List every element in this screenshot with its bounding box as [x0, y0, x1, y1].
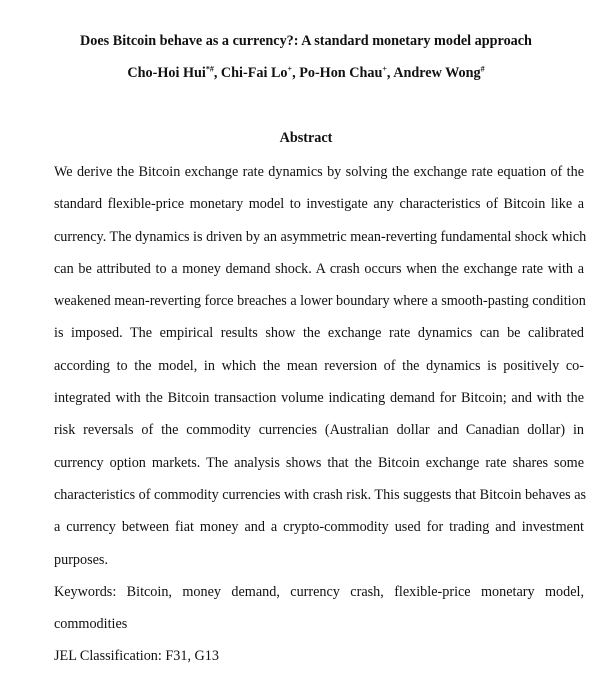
abstract-line: standard flexible-price monetary model to investigate any characteristics of Bitcoin like a — [54, 196, 584, 213]
abstract-line: currency. The dynamics is driven by an asymmetric mean-reverting fundamental shock which — [54, 228, 587, 245]
abstract-line: can be attributed to a money demand shock. A crash occurs when the exchange rate with a — [54, 260, 584, 277]
abstract-line: weakened mean-reverting force breaches a lower boundary where a smooth-pasting condition — [54, 293, 586, 310]
author-affiliation-marks: # — [480, 64, 485, 74]
author-affiliation-marks: + — [287, 64, 293, 74]
author-name: Chi-Fai Lo — [220, 65, 288, 81]
author-name: Po-Hon Chau — [299, 65, 383, 81]
abstract-line: We derive the Bitcoin exchange rate dynamics by solving the exchange rate equation of the — [54, 164, 584, 180]
author — [127, 65, 221, 81]
author — [299, 65, 393, 81]
abstract-line: currency option markets. The analysis shows that the Bitcoin exchange rate shares some — [54, 454, 584, 471]
jel-classification: JEL Classification: F31, G13 — [54, 648, 219, 665]
abstract-line: a currency between fiat money and a crypto-commodity used for trading and investment — [54, 519, 584, 536]
author — [393, 65, 484, 81]
abstract-line: characteristics of commodity currencies with crash risk. This suggests that Bitcoin behaves as — [54, 486, 587, 503]
abstract-line: is imposed. The empirical results show the exchange rate dynamics can be calibrated — [54, 325, 584, 342]
abstract-line: integrated with the Bitcoin transaction volume indicating demand for Bitcoin; and with the — [54, 390, 584, 407]
author-affiliation-marks: + — [382, 64, 387, 74]
paper-title: Does Bitcoin behave as a currency?: A standard monetary model approach — [80, 33, 532, 49]
abstract-heading: Abstract — [279, 130, 333, 146]
author-list — [0, 64, 612, 82]
author-separator: , — [386, 65, 394, 81]
author-name: Cho-Hoi Hui — [127, 65, 206, 81]
author-separator: , — [213, 65, 221, 81]
author-separator: , — [292, 65, 300, 81]
abstract-body — [54, 156, 587, 673]
author-affiliation-marks: *# — [205, 64, 214, 74]
author — [221, 65, 299, 81]
keywords-line: commodities — [54, 616, 128, 633]
abstract-line: according to the model, in which the mean reversion of the dynamics is positively co- — [54, 357, 584, 374]
abstract-line: purposes. — [54, 551, 108, 568]
keywords-line: Keywords: Bitcoin, money demand, currency crash, flexible-price monetary model, — [54, 583, 584, 600]
abstract-line: risk reversals of the commodity currencies (Australian dollar and Canadian dollar) in — [54, 422, 584, 439]
author-name: Andrew Wong — [393, 65, 481, 81]
